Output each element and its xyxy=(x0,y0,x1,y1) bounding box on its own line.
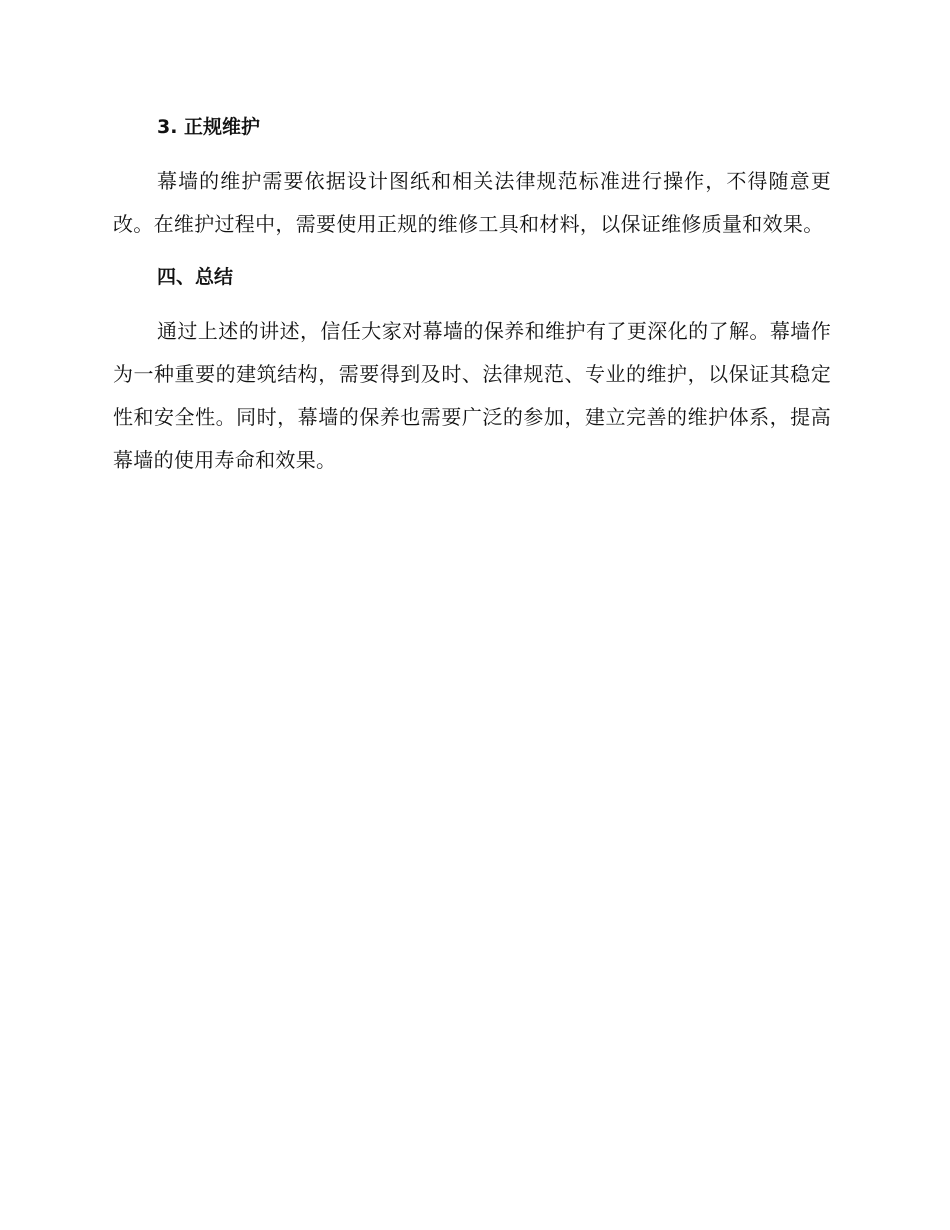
section-heading-summary: 四、总结 xyxy=(157,266,234,288)
section-paragraph-summary: 通过上述的讲述，信任大家对幕墙的保养和维护有了更深化的了解。幕墙作为一种重要的建筑结构，需要得到及时、法律规范、专业的维护，以保证其稳定性和安全性。同时，幕墙的保养也需要广泛的参加，建立完善的维护体系，提高幕墙的使用寿命和效果。 xyxy=(113,319,831,472)
section-paragraph-regular-maintenance: 幕墙的维护需要依据设计图纸和相关法律规范标准进行操作，不得随意更改。在维护过程中，需要使用正规的维修工具和材料，以保证维修质量和效果。 xyxy=(113,169,831,236)
document-body xyxy=(113,108,831,482)
section-heading-regular-maintenance: 3. 正规维护 xyxy=(157,116,261,138)
